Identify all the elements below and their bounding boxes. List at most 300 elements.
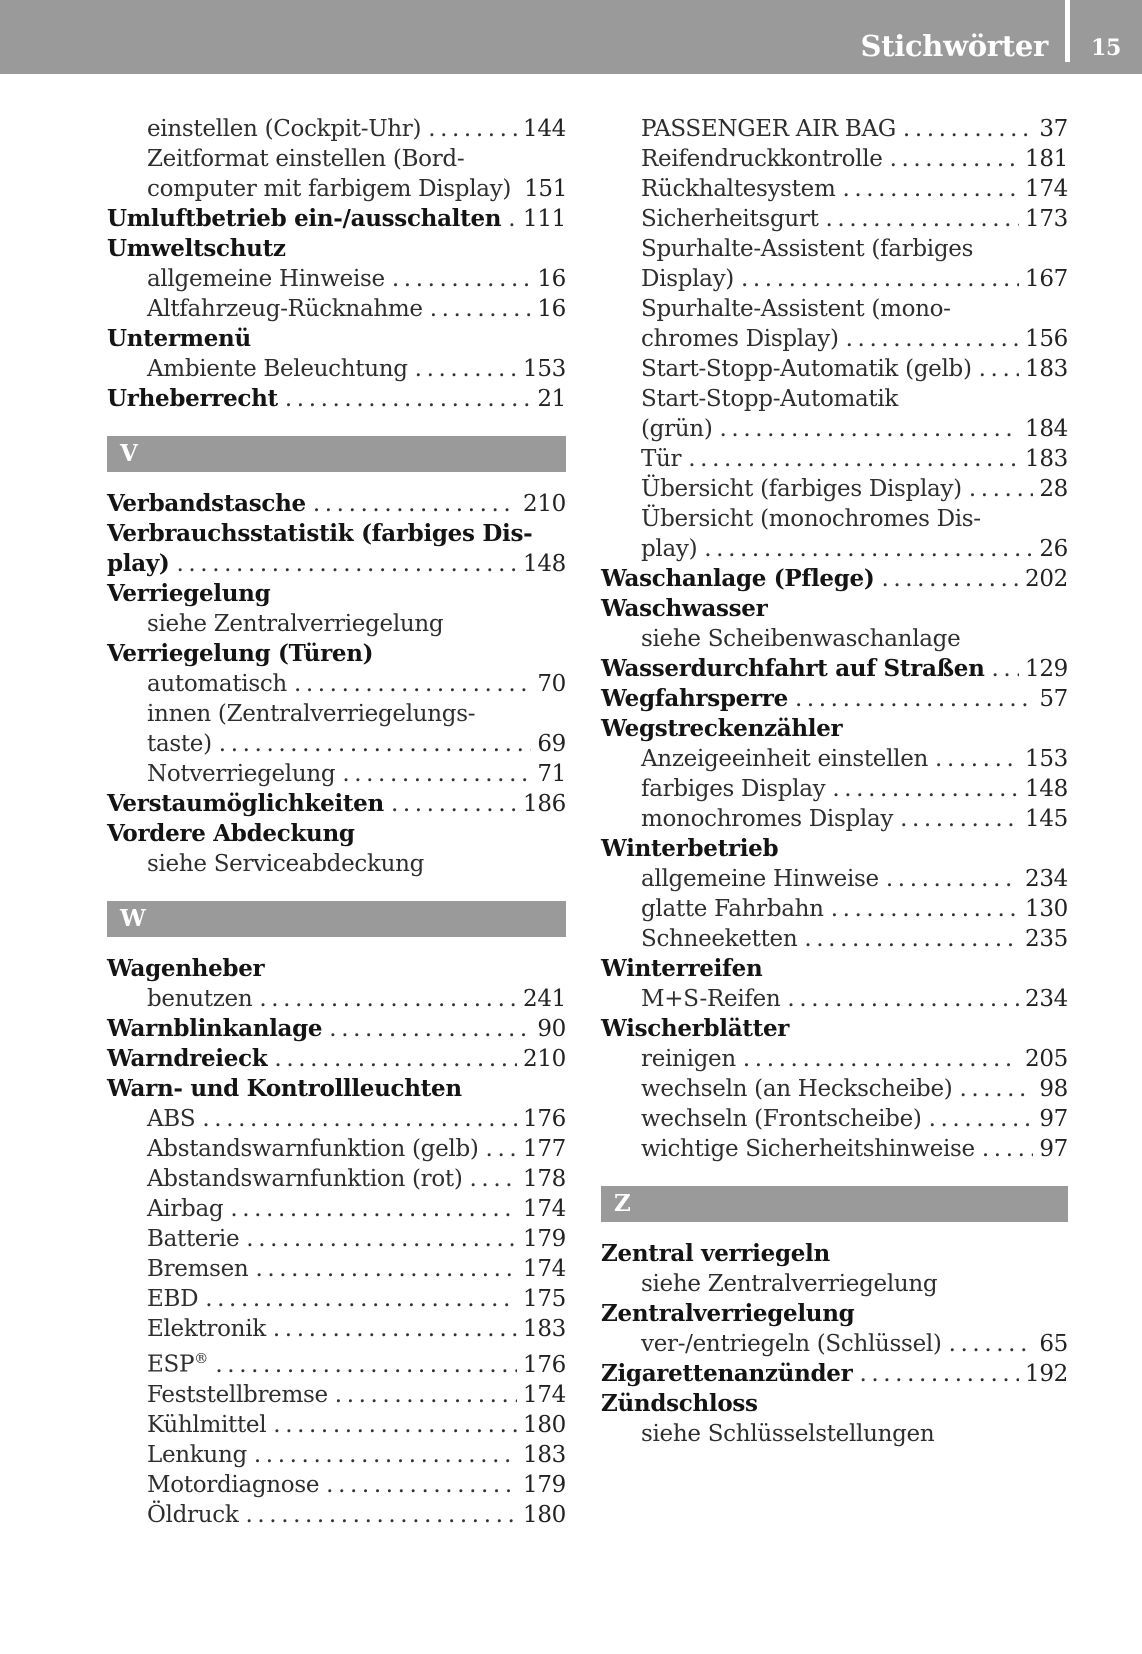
dot-leader xyxy=(890,144,1019,174)
index-entry-line xyxy=(641,1329,1068,1359)
index-entry xyxy=(107,849,566,879)
entry-label: innen (Zentralverriegelungs- xyxy=(147,701,476,727)
dot-leader xyxy=(259,984,517,1014)
entry-label: taste) xyxy=(147,731,212,757)
index-entry-line xyxy=(641,1134,1068,1164)
index-entry-line xyxy=(147,294,566,324)
index-entry-line xyxy=(107,384,566,414)
entry-label: siehe Zentralverriegelung xyxy=(641,1271,938,1297)
index-entry xyxy=(601,954,1068,984)
dot-leader xyxy=(329,1014,531,1044)
index-entry-line xyxy=(641,144,1068,174)
entry-label: Airbag xyxy=(147,1196,224,1222)
index-entry xyxy=(107,1440,566,1470)
index-entry-line xyxy=(641,354,1068,384)
entry-page-number: 235 xyxy=(1025,926,1068,952)
index-entry xyxy=(601,924,1068,954)
entry-label: (grün) xyxy=(641,416,713,442)
index-entry-line xyxy=(641,324,1068,354)
entry-page-number: 176 xyxy=(523,1351,566,1378)
index-entry-line xyxy=(641,1269,1068,1299)
index-entry xyxy=(107,384,566,414)
index-entry-line xyxy=(147,699,566,729)
entry-page-number: 175 xyxy=(523,1286,566,1312)
dot-leader xyxy=(335,1380,517,1410)
entry-page-number: 16 xyxy=(537,296,566,322)
index-entry xyxy=(601,594,1068,624)
index-entry-line xyxy=(107,954,566,984)
entry-label: M+S-Reifen xyxy=(641,986,781,1012)
entry-label: EBD xyxy=(147,1286,199,1312)
entry-page-number: 28 xyxy=(1039,476,1068,502)
section-header-v: V xyxy=(107,436,566,472)
entry-label: Rückhaltesystem xyxy=(641,176,836,202)
index-entry-line xyxy=(147,1104,566,1134)
index-entry-line xyxy=(641,744,1068,774)
index-entry xyxy=(601,774,1068,804)
dot-leader xyxy=(935,744,1019,774)
page-title: Stichwörter xyxy=(860,29,1048,63)
index-entry xyxy=(107,1254,566,1284)
dot-leader xyxy=(391,789,517,819)
dot-leader xyxy=(826,204,1019,234)
section-header-w: W xyxy=(107,901,566,937)
entry-page-number: 183 xyxy=(1025,446,1068,472)
index-entry xyxy=(107,699,566,759)
entry-label: Zündschloss xyxy=(601,1390,758,1417)
entry-page-number: 210 xyxy=(523,1046,566,1072)
index-column-left xyxy=(107,114,566,1530)
dot-leader xyxy=(900,804,1019,834)
index-entry xyxy=(601,114,1068,144)
index-entry-line xyxy=(147,984,566,1014)
index-entry-line xyxy=(147,1470,566,1500)
index-entry xyxy=(601,444,1068,474)
entry-label: Waschwasser xyxy=(601,595,768,622)
entry-label: Notverriegelung xyxy=(147,761,336,787)
index-entry xyxy=(601,564,1068,594)
index-entry-line xyxy=(107,519,566,549)
entry-label: Warndreieck xyxy=(107,1045,268,1072)
dot-leader xyxy=(342,759,531,789)
entry-label: Warnblinkanlage xyxy=(107,1015,323,1042)
entry-label: Wagenheber xyxy=(107,955,265,982)
dot-leader xyxy=(688,444,1019,474)
index-entry-line xyxy=(147,114,566,144)
entry-label: Zigarettenanzünder xyxy=(601,1360,853,1387)
entry-label: Waschanlage (Pflege) xyxy=(601,565,875,592)
entry-label: Motordiagnose xyxy=(147,1471,320,1498)
dot-leader xyxy=(215,1350,517,1380)
index-entry xyxy=(601,1134,1068,1164)
entry-page-number: 97 xyxy=(1039,1136,1068,1162)
entry-page-number: 71 xyxy=(537,761,566,787)
entry-label: Warn- und Kontrollleuchten xyxy=(107,1075,462,1102)
index-entry-line xyxy=(147,144,566,174)
index-entry xyxy=(601,1014,1068,1044)
entry-label: glatte Fahrbahn xyxy=(641,896,824,922)
index-entry xyxy=(601,1074,1068,1104)
dot-leader xyxy=(254,1440,517,1470)
entry-page-number: 130 xyxy=(1025,896,1068,922)
dot-leader xyxy=(294,669,531,699)
index-entry-line xyxy=(147,1410,566,1440)
index-entry-line xyxy=(107,579,566,609)
index-entry xyxy=(601,804,1068,834)
index-entry-line xyxy=(601,654,1068,684)
entry-label: computer mit farbigem Display) xyxy=(147,176,512,202)
index-entry-line xyxy=(641,294,1068,324)
entry-label: siehe Schlüsselstellungen xyxy=(641,1421,935,1447)
entry-page-number: 151 xyxy=(524,176,568,202)
entry-page-number: 26 xyxy=(1039,536,1068,562)
index-entry-line xyxy=(641,234,1068,264)
dot-leader xyxy=(430,294,532,324)
dot-leader xyxy=(886,864,1019,894)
index-entry-line xyxy=(147,669,566,699)
entry-label: Vordere Abdeckung xyxy=(107,820,355,847)
entry-page-number: 176 xyxy=(523,1106,566,1132)
index-entry xyxy=(601,1359,1068,1389)
entry-page-number: 192 xyxy=(1025,1361,1068,1387)
index-entry xyxy=(107,984,566,1014)
entry-label: siehe Scheibenwaschanlage xyxy=(641,626,961,652)
entry-label: Spurhalte-Assistent (farbiges xyxy=(641,236,974,262)
index-entry xyxy=(107,1380,566,1410)
entry-page-number: 174 xyxy=(523,1196,566,1222)
index-entry xyxy=(601,234,1068,294)
index-entry xyxy=(107,1074,566,1104)
entry-label: Verriegelung (Türen) xyxy=(107,640,374,667)
dot-leader xyxy=(285,384,531,414)
entry-label: ABS xyxy=(147,1106,196,1132)
index-entry xyxy=(107,264,566,294)
entry-label: Wasserdurchfahrt auf Straßen xyxy=(601,655,985,682)
index-entry xyxy=(107,1314,566,1344)
entry-label: Anzeigeeinheit einstellen xyxy=(641,746,929,772)
index-entry-line xyxy=(147,1134,566,1164)
entry-label: allgemeine Hinweise xyxy=(641,866,879,892)
dot-leader xyxy=(859,1359,1019,1389)
index-entry xyxy=(107,324,566,354)
entry-label: Wegstreckenzähler xyxy=(601,715,843,742)
index-entry-line xyxy=(107,204,566,234)
entry-page-number: 90 xyxy=(537,1016,566,1042)
entry-page-number: 153 xyxy=(1025,746,1068,772)
dot-leader xyxy=(704,534,1033,564)
index-entry-line xyxy=(147,1284,566,1314)
entry-label: Tür xyxy=(641,446,682,472)
index-entry-line xyxy=(147,174,566,204)
index-entry xyxy=(107,1044,566,1074)
index-entry xyxy=(107,1164,566,1194)
index-entry xyxy=(601,894,1068,924)
entry-page-number: 144 xyxy=(523,116,566,142)
entry-label: Reifendruckkontrolle xyxy=(641,146,883,172)
dot-leader xyxy=(428,114,517,144)
dot-leader xyxy=(842,174,1019,204)
index-entry-line xyxy=(147,1164,566,1194)
index-entry-line xyxy=(601,1239,1068,1269)
entry-label: ver-/entriegeln (Schlüssel) xyxy=(641,1331,942,1357)
entry-label: Umluftbetrieb ein-/ausschalten xyxy=(107,205,502,232)
entry-page-number: 173 xyxy=(1025,206,1068,232)
dot-leader xyxy=(415,354,517,384)
dot-leader xyxy=(219,729,532,759)
dot-leader xyxy=(470,1164,517,1194)
index-entry-line xyxy=(147,1380,566,1410)
index-entry-line xyxy=(601,1359,1068,1389)
index-entry xyxy=(107,144,566,204)
entry-page-number: 179 xyxy=(523,1226,566,1252)
index-entry xyxy=(601,174,1068,204)
index-entry-line xyxy=(601,1299,1068,1329)
entry-label: wechseln (an Heckscheibe) xyxy=(641,1076,953,1102)
entry-label: Wegfahrsperre xyxy=(601,685,788,712)
index-column-right xyxy=(601,114,1068,1530)
dot-leader xyxy=(832,774,1019,804)
index-entry xyxy=(601,144,1068,174)
index-entry-line xyxy=(147,609,566,639)
index-entry xyxy=(601,1389,1068,1419)
entry-label: reinigen xyxy=(641,1046,736,1072)
entry-label: siehe Zentralverriegelung xyxy=(147,611,444,637)
index-entry xyxy=(601,714,1068,744)
dot-leader xyxy=(831,894,1019,924)
index-entry-line xyxy=(147,1224,566,1254)
index-entry-line xyxy=(601,1014,1068,1044)
index-entry xyxy=(601,354,1068,384)
index-entry-line xyxy=(107,1014,566,1044)
entry-page-number: 234 xyxy=(1025,986,1068,1012)
entry-label: Winterreifen xyxy=(601,955,763,982)
index-entry-line xyxy=(107,324,566,354)
index-entry xyxy=(601,504,1068,564)
dot-leader xyxy=(486,1134,517,1164)
index-entry xyxy=(601,1104,1068,1134)
entry-label: Übersicht (farbiges Display) xyxy=(641,476,962,502)
index-entry xyxy=(601,624,1068,654)
dot-leader xyxy=(273,1410,517,1440)
index-entry xyxy=(107,519,566,579)
index-entry xyxy=(601,294,1068,354)
index-entry-line xyxy=(107,1074,566,1104)
entry-label: Ambiente Beleuchtung xyxy=(147,356,408,382)
index-entry-line xyxy=(641,894,1068,924)
index-entry xyxy=(601,204,1068,234)
index-entry-line xyxy=(107,489,566,519)
entry-page-number: 57 xyxy=(1039,686,1068,712)
entry-page-number: 21 xyxy=(537,386,566,412)
entry-page-number: 180 xyxy=(523,1501,566,1528)
dot-leader xyxy=(804,924,1019,954)
index-entry xyxy=(601,1269,1068,1299)
entry-label: siehe Serviceabdeckung xyxy=(147,851,425,877)
dot-leader xyxy=(246,1224,517,1254)
entry-page-number: 69 xyxy=(537,731,566,757)
dot-leader xyxy=(787,984,1019,1014)
index-entry-line xyxy=(641,444,1068,474)
index-entry-line xyxy=(641,414,1068,444)
index-entry xyxy=(107,1284,566,1314)
entry-page-number: 184 xyxy=(1025,416,1068,442)
index-entry xyxy=(107,1500,566,1530)
entry-page-number: 145 xyxy=(1025,806,1068,832)
index-entry-line xyxy=(601,594,1068,624)
entry-label: Abstandswarnfunktion (rot) xyxy=(147,1166,463,1192)
entry-page-number: 156 xyxy=(1025,326,1068,352)
dot-leader xyxy=(202,1104,517,1134)
entry-label: benutzen xyxy=(147,986,253,1012)
registered-trademark-symbol: ® xyxy=(194,1351,209,1367)
entry-page-number: 177 xyxy=(523,1136,566,1162)
entry-label: Kühlmittel xyxy=(147,1411,267,1438)
dot-leader xyxy=(508,204,517,234)
entry-label: Übersicht (monochromes Dis- xyxy=(641,506,981,532)
index-entry-line xyxy=(641,384,1068,414)
index-entry-line xyxy=(641,534,1068,564)
index-entry xyxy=(601,1329,1068,1359)
entry-page-number: 148 xyxy=(1025,776,1068,802)
entry-label: play) xyxy=(641,536,698,562)
index-entry-line xyxy=(641,1104,1068,1134)
entry-label: Elektronik xyxy=(147,1316,266,1342)
index-entry-line xyxy=(641,264,1068,294)
entry-label: farbiges Display xyxy=(641,776,826,802)
entry-page-number: 111 xyxy=(523,206,566,232)
dot-leader xyxy=(979,354,1019,384)
dot-leader xyxy=(176,549,517,579)
entry-page-number: 174 xyxy=(1025,176,1068,202)
index-entry xyxy=(107,114,566,144)
index-entry-line xyxy=(641,1074,1068,1104)
dot-leader xyxy=(846,324,1019,354)
entry-page-number: 234 xyxy=(1025,866,1068,892)
index-entry xyxy=(107,354,566,384)
index-entry xyxy=(107,819,566,849)
index-entry-line xyxy=(641,204,1068,234)
index-entry xyxy=(107,489,566,519)
index-entry-line xyxy=(641,774,1068,804)
index-entry xyxy=(107,669,566,699)
entry-label: play) xyxy=(107,550,170,577)
dot-leader xyxy=(982,1134,1033,1164)
entry-label: wichtige Sicherheitshinweise xyxy=(641,1136,975,1162)
entry-label: Zentralverriegelung xyxy=(601,1300,855,1327)
dot-leader xyxy=(743,1044,1019,1074)
entry-page-number: 174 xyxy=(523,1256,566,1282)
index-entry-line xyxy=(601,714,1068,744)
entry-label: Schneeketten xyxy=(641,926,798,952)
index-entry-line xyxy=(641,984,1068,1014)
section-header-z: Z xyxy=(601,1186,1068,1222)
entry-label: Lenkung xyxy=(147,1441,247,1468)
dot-leader xyxy=(881,564,1019,594)
entry-label: Batterie xyxy=(147,1226,240,1252)
entry-label: Winterbetrieb xyxy=(601,835,779,862)
index-entry xyxy=(107,1344,566,1380)
entry-label: Abstandswarnfunktion (gelb) xyxy=(147,1136,479,1162)
index-entry-line xyxy=(641,804,1068,834)
entry-label: ESP® xyxy=(147,1351,209,1378)
index-entry xyxy=(601,474,1068,504)
index-entry xyxy=(107,294,566,324)
entry-page-number: 16 xyxy=(537,266,566,292)
index-entry-line xyxy=(147,1500,566,1530)
entry-label: Verriegelung xyxy=(107,580,271,607)
index-entry-line xyxy=(107,789,566,819)
index-entry-line xyxy=(147,264,566,294)
index-entry-line xyxy=(601,684,1068,714)
entry-label: Altfahrzeug-Rücknahme xyxy=(147,296,423,322)
index-entry-line xyxy=(107,819,566,849)
entry-page-number: 180 xyxy=(523,1411,566,1438)
index-entry xyxy=(107,1410,566,1440)
index-entry xyxy=(601,744,1068,774)
entry-page-number: 179 xyxy=(523,1471,566,1498)
index-entry xyxy=(107,609,566,639)
dot-leader xyxy=(255,1254,517,1284)
dot-leader xyxy=(992,654,1019,684)
index-entry-line xyxy=(641,924,1068,954)
entry-page-number: 181 xyxy=(1025,146,1068,172)
dot-leader xyxy=(230,1194,517,1224)
entry-label: Öldruck xyxy=(147,1501,239,1528)
entry-page-number: 202 xyxy=(1025,566,1068,592)
entry-page-number: 178 xyxy=(523,1166,566,1192)
index-entry-line xyxy=(107,639,566,669)
index-entry-line xyxy=(601,1389,1068,1419)
entry-label: Feststellbremse xyxy=(147,1381,328,1408)
index-entry xyxy=(601,1299,1068,1329)
index-entry-line xyxy=(601,834,1068,864)
index-entry xyxy=(601,864,1068,894)
index-entry xyxy=(107,759,566,789)
entry-page-number: 37 xyxy=(1039,116,1068,142)
index-entry xyxy=(107,1134,566,1164)
dot-leader xyxy=(392,264,531,294)
entry-page-number: 183 xyxy=(523,1316,566,1342)
index-entry xyxy=(601,384,1068,444)
index-entry-line xyxy=(641,504,1068,534)
entry-page-number: 167 xyxy=(1025,266,1068,292)
index-entry-line xyxy=(641,864,1068,894)
entry-label: Start-Stopp-Automatik (gelb) xyxy=(641,356,972,382)
dot-leader xyxy=(949,1329,1034,1359)
entry-label: Urheberrecht xyxy=(107,385,278,412)
index-entry-line xyxy=(641,1044,1068,1074)
index-entry-line xyxy=(107,1044,566,1074)
index-entry xyxy=(107,954,566,984)
index-entry-line xyxy=(601,564,1068,594)
dot-leader xyxy=(273,1314,517,1344)
dot-leader xyxy=(741,264,1019,294)
entry-label: Start-Stopp-Automatik xyxy=(641,386,899,412)
entry-page-number: 241 xyxy=(523,986,566,1012)
entry-page-number: 97 xyxy=(1039,1106,1068,1132)
entry-label: wechseln (Frontscheibe) xyxy=(641,1106,922,1132)
index-entry-line xyxy=(641,1419,1068,1449)
entry-label: PASSENGER AIR BAG xyxy=(641,116,896,142)
index-entry xyxy=(601,984,1068,1014)
index-entry-line xyxy=(107,549,566,579)
index-entry xyxy=(601,1239,1068,1269)
page-header xyxy=(0,0,1142,74)
entry-page-number: 65 xyxy=(1039,1331,1068,1357)
index-entry-line xyxy=(147,1314,566,1344)
index-entry xyxy=(107,1104,566,1134)
entry-page-number: 205 xyxy=(1025,1046,1068,1072)
